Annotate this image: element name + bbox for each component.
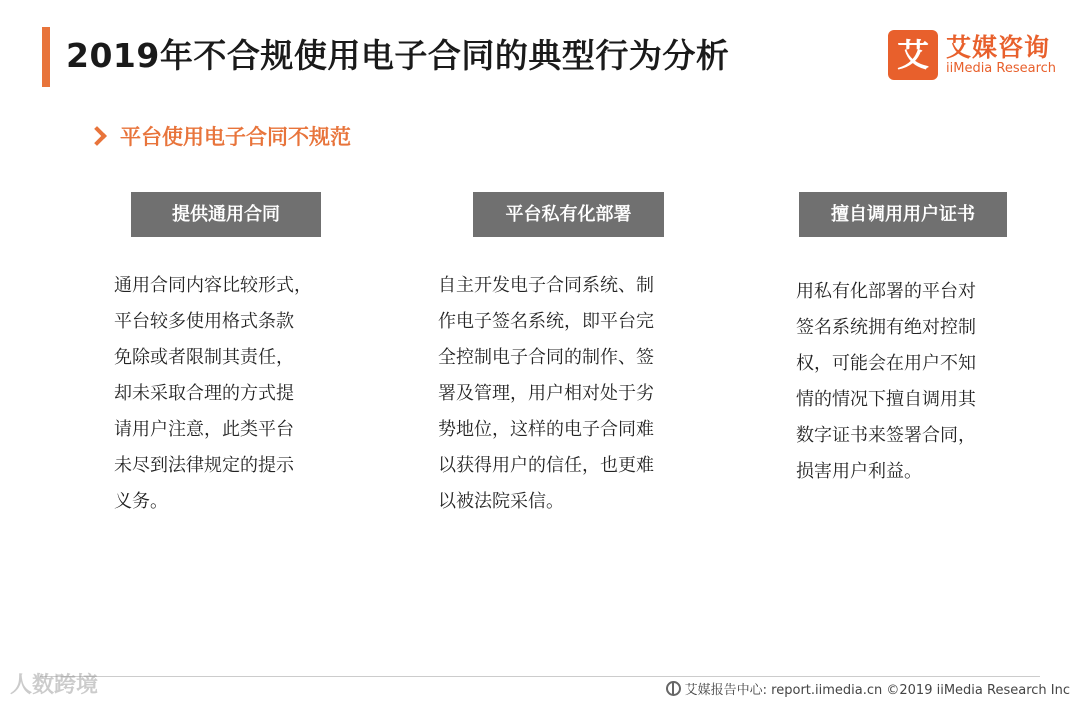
- text-line: 数字证书来签署合同，: [796, 425, 976, 446]
- title-accent-bar: [42, 27, 50, 87]
- text-line: 权，可能会在用户不知: [796, 353, 976, 374]
- column-text-generic-contract: [114, 268, 312, 520]
- text-line: 平台较多使用格式条款: [114, 311, 294, 332]
- footer-source-text: 艾媒报告中心: report.iimedia.cn ©2019 iiMedia Research Inc: [684, 683, 1070, 698]
- text-line: 以获得用户的信任，也更难: [438, 455, 654, 476]
- text-line: 署及管理，用户相对处于劣: [438, 383, 654, 404]
- iimedia-logo: [888, 28, 1068, 82]
- text-line: 签名系统拥有绝对控制: [796, 317, 976, 338]
- page-title: 2019年不合规使用电子合同的典型行为分析: [66, 36, 730, 75]
- text-line: 情的情况下擅自调用其: [796, 389, 976, 410]
- section-heading: [90, 121, 351, 151]
- logo-mark-icon: 艾: [888, 30, 938, 80]
- text-line: 作电子签名系统，即平台完: [438, 311, 654, 332]
- column-header-generic-contract: 提供通用合同: [131, 192, 321, 237]
- footer-source: [666, 679, 1070, 698]
- text-line: 免除或者限制其责任，: [114, 347, 294, 368]
- text-line: 以被法院采信。: [438, 491, 564, 512]
- text-line: 却未采取合理的方式提: [114, 383, 294, 404]
- column-header-unauthorized-certificate: 擅自调用用户证书: [799, 192, 1007, 237]
- watermark: 人数跨境: [10, 673, 99, 698]
- text-line: 势地位，这样的电子合同难: [438, 419, 654, 440]
- text-line: 义务。: [114, 491, 168, 512]
- text-line: 自主开发电子合同系统、制: [438, 275, 654, 296]
- text-line: 损害用户利益。: [796, 461, 922, 482]
- logo-name-cn: 艾媒咨询: [946, 33, 1051, 62]
- chevron-right-icon: [87, 126, 107, 146]
- column-text-unauthorized-certificate: [796, 274, 976, 490]
- column-text-private-deployment: [438, 268, 654, 520]
- text-line: 未尽到法律规定的提示: [114, 455, 294, 476]
- column-header-private-deployment: 平台私有化部署: [473, 192, 664, 237]
- text-line: 用私有化部署的平台对: [796, 281, 976, 302]
- footer-divider: [40, 676, 1040, 677]
- text-line: 全控制电子合同的制作、签: [438, 347, 654, 368]
- text-line: 通用合同内容比较形式，: [114, 275, 312, 296]
- section-heading-label: 平台使用电子合同不规范: [120, 125, 351, 149]
- text-line: 请用户注意，此类平台: [114, 419, 294, 440]
- globe-icon: [666, 681, 681, 696]
- logo-name-en: iiMedia Research: [946, 61, 1057, 76]
